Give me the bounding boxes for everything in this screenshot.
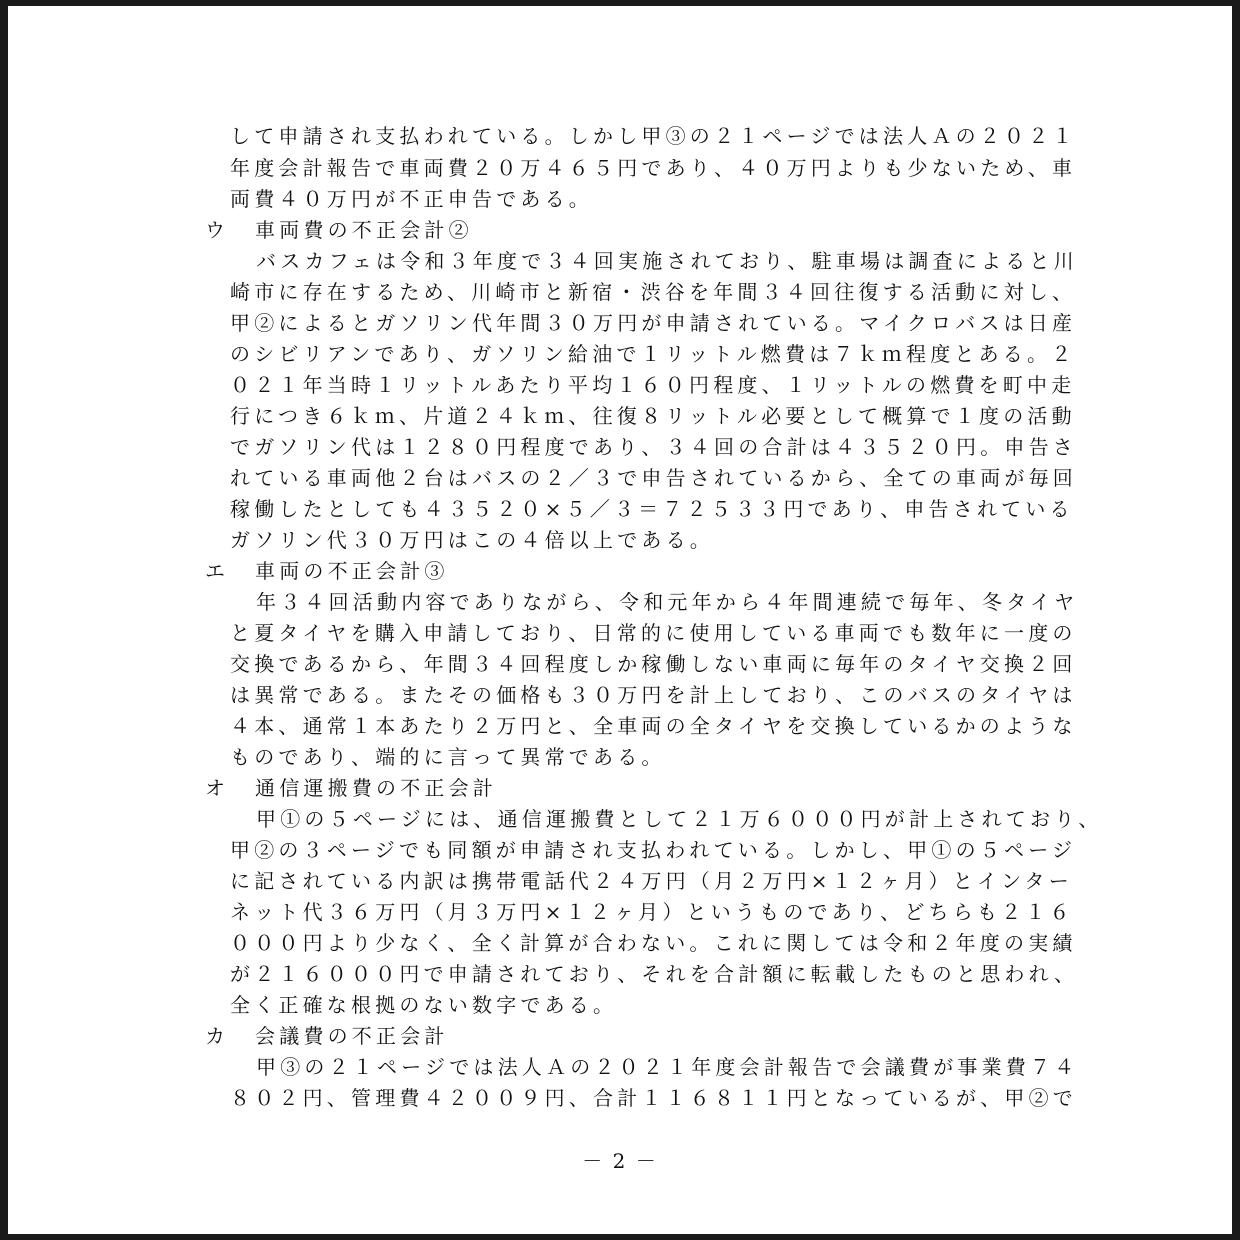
text-line: 稼働したとしても４３５２０×５／３＝７２５３３円であり、申告されている (230, 497, 1074, 521)
scan-border-right (1232, 0, 1240, 1240)
text-line: 交換であるから、年間３４回程度しか稼働しない車両に毎年のタイヤ交換２回 (230, 652, 1077, 676)
text-line: 甲②の３ページでも同額が申請され支払われている。しかし、甲①の５ページ (230, 838, 1077, 862)
text-line: 甲①の５ページには、通信運搬費として２１万６０００円が計上されており、 (256, 807, 1103, 831)
text-line: 行につき６ｋｍ、片道２４ｋｍ、往復８リットル必要として概算で１度の活動 (230, 404, 1076, 428)
scan-border-bottom (0, 1234, 1240, 1240)
text-line: ８０２円、管理費４２００９円、合計１１６８１１円となっているが、甲②で (230, 1086, 1077, 1110)
heading-marker: カ (205, 1024, 230, 1048)
text-line: バスカフェは令和３年度で３４回実施されており、駐車場は調査によると川 (256, 249, 1078, 273)
text-line: れている車両他２台はバスの２／３で申告されているから、全ての車両が毎回 (230, 466, 1077, 490)
section-heading-ka (205, 1021, 449, 1051)
heading-title: 車両費の不正会計② (255, 218, 473, 242)
scan-border-left (0, 0, 8, 1240)
text-line: 甲③の２１ページでは法人Ａの２０２１年度会計報告で会議費が事業費７４ (256, 1055, 1079, 1079)
text-line: に記されている内訳は携帯電話代２４万円（月２万円×１２ヶ月）とインター (230, 869, 1073, 893)
heading-marker: エ (205, 559, 230, 583)
text-line: ガソリン代３０万円はこの４倍以上である。 (230, 528, 714, 552)
text-line: のシビリアンであり、ガソリン給油で１リットル燃費は７ｋｍ程度とある。２ (230, 342, 1076, 366)
heading-title: 車両の不正会計③ (255, 559, 449, 583)
text-line: ネット代３６万円（月３万円×１２ヶ月）というものであり、どちらも２１６ (230, 900, 1074, 924)
text-line: ものであり、端的に言って異常である。 (230, 745, 666, 769)
page-number: － 2 － (582, 1149, 658, 1173)
text-line: 年３４回活動内容でありながら、令和元年から４年間連続で毎年、冬タイヤ (256, 590, 1079, 614)
text-line: 甲②によるとガソリン代年間３０万円が申請されている。マイクロバスは日産 (230, 311, 1077, 335)
section-heading-o (205, 773, 497, 803)
text-line: 全く正確な根拠のない数字である。 (230, 993, 618, 1017)
text-line: して申請され支払われている。しかし甲③の２１ページでは法人Ａの２０２１ (230, 124, 1077, 148)
text-line: 崎市に存在するため、川崎市と新宿・渋谷を年間３４回往復する活動に対し、 (230, 280, 1077, 304)
text-line: でガソリン代は１２８０円程度であり、３４回の合計は４３５２０円。申告さ (230, 435, 1077, 459)
text-line: 年度会計報告で車両費２０万４６５円であり、４０万円よりも少ないため、車 (230, 156, 1077, 180)
text-line: ０２１年当時１リットルあたり平均１６０円程度、１リットルの燃費を町中走 (230, 373, 1076, 397)
heading-title: 会議費の不正会計 (255, 1024, 449, 1048)
heading-marker: ウ (205, 218, 230, 242)
text-line: が２１６０００円で申請されており、それを合計額に転載したものと思われ、 (230, 962, 1079, 986)
text-line: ４本、通常１本あたり２万円と、全車両の全タイヤを交換しているかのような (230, 714, 1077, 738)
section-heading-e (205, 556, 449, 586)
section-heading-u (205, 215, 473, 245)
scan-border-top (0, 0, 1240, 6)
text-line: は異常である。またその価格も３０万円を計上しており、このバスのタイヤは (230, 683, 1077, 707)
text-line: 両費４０万円が不正申告である。 (230, 187, 593, 211)
text-line: と夏タイヤを購入申請しており、日常的に使用している車両でも数年に一度の (230, 621, 1077, 645)
text-line: ０００円より少なく、全く計算が合わない。これに関しては令和２年度の実績 (230, 931, 1077, 955)
heading-title: 通信運搬費の不正会計 (255, 776, 497, 800)
heading-marker: オ (205, 776, 230, 800)
